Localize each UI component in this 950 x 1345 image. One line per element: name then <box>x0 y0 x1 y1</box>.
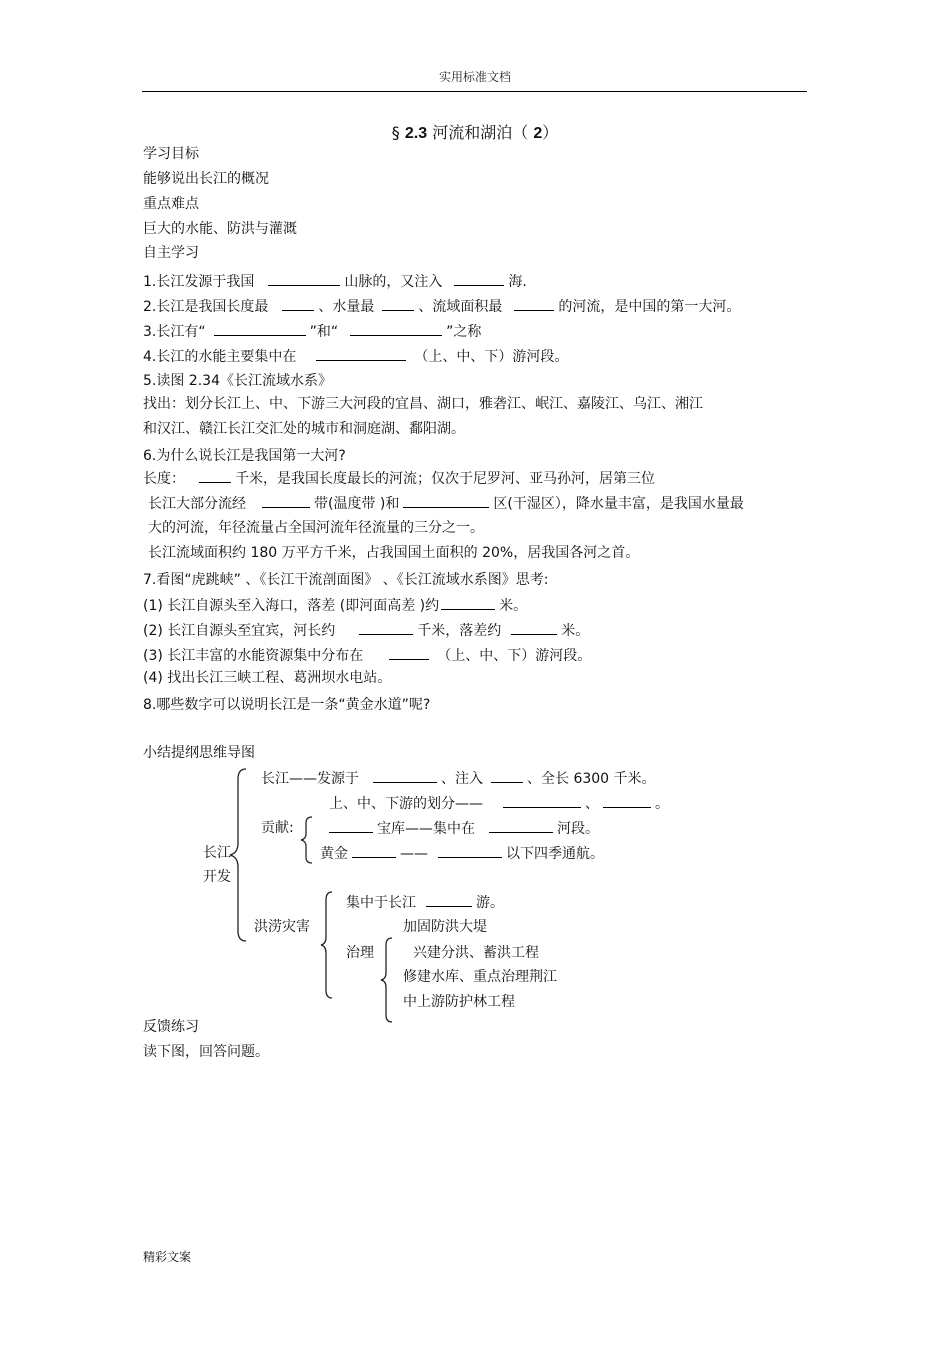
mindmap-control-2: 兴建分洪、蓄洪工程 <box>413 945 539 961</box>
mindmap-flood-label: 洪涝灾害 <box>254 919 310 935</box>
mindmap-treasury: 宝库——集中在 河段。 <box>325 818 599 839</box>
question-7-2: (2) 长江自源头至宜宾，河长约 千米，落差约 米。 <box>143 620 589 641</box>
title-number: 2.3 <box>404 125 428 142</box>
page-header: 实用标准文档 <box>438 70 511 84</box>
blank-mm-source[interactable] <box>373 768 437 783</box>
question-1: 1.长江发源于我国 山脉的，又注入 海. <box>143 271 527 292</box>
blank-mm-outlet[interactable] <box>491 768 523 783</box>
mindmap-control-label: 治理 <box>346 945 374 961</box>
blank-drop-yibin[interactable] <box>511 620 557 635</box>
header-rule <box>142 91 807 92</box>
question-6-area: 长江流域面积约 180 万平方千米，占我国国土面积的 20%，居我国各河之首。 <box>148 545 640 561</box>
heading-self-study: 自主学习 <box>143 245 199 261</box>
question-2: 2.长江是我国长度最 、水量最 、流域面积最 的河流，是中国的第一大河。 <box>143 296 740 317</box>
blank-sea[interactable] <box>454 271 504 286</box>
blank-hydropower-section[interactable] <box>316 346 406 361</box>
mindmap-control-4: 中上游防护林工程 <box>403 994 515 1010</box>
blank-mm-golden[interactable] <box>352 843 396 858</box>
blank-water-resources[interactable] <box>389 645 429 660</box>
mindmap-golden: 黄金 —— 以下四季通航。 <box>320 843 604 864</box>
question-5-task: 找出：划分长江上、中、下游三大河段的宜昌、湖口，雅砻江、岷江、嘉陵江、乌江、湘江 <box>143 396 703 412</box>
mindmap-source: 长江——发源于 、注入 、全长 6300 千米。 <box>261 768 656 789</box>
question-8: 8.哪些数字可以说明长江是一条“黄金水道”呢? <box>143 697 431 713</box>
question-6: 6.为什么说长江是我国第一大河? <box>143 448 346 464</box>
blank-mm-navigation[interactable] <box>438 843 502 858</box>
blank-area[interactable] <box>514 296 554 311</box>
summary-title: 小结提纲思维导图 <box>143 745 255 761</box>
page-footer: 精彩文案 <box>143 1250 192 1264</box>
brace-flood <box>318 890 336 1000</box>
title-text: 河流和湖泊（ <box>432 123 529 142</box>
blank-km[interactable] <box>199 468 231 483</box>
lesson-title <box>0 120 950 143</box>
question-7-3: (3) 长江丰富的水能资源集中分布在 （上、中、下）游河段。 <box>143 645 591 666</box>
blank-length[interactable] <box>282 296 314 311</box>
blank-volume[interactable] <box>382 296 414 311</box>
brace-contribution <box>298 815 316 865</box>
blank-mm-section[interactable] <box>489 818 553 833</box>
question-5: 5.读图 2.34《长江流域水系》 <box>143 373 332 389</box>
blank-nickname-2[interactable] <box>350 321 442 336</box>
title-close: ） <box>542 123 559 142</box>
mindmap-control-3: 修建水库、重点治理荆江 <box>403 969 557 985</box>
mindmap-contribution-label: 贡献: <box>261 820 294 836</box>
question-7-1: (1) 长江自源头至入海口，落差 (即河面高差 )约 米。 <box>143 595 527 616</box>
title-symbol: § <box>391 123 400 142</box>
question-4: 4.长江的水能主要集中在 （上、中、下）游河段。 <box>143 346 568 367</box>
question-6-climate: 长江大部分流经 带(温度带 )和 区(干湿区），降水量丰富，是我国水量最 <box>148 493 744 514</box>
mindmap-control-1: 加固防洪大堤 <box>403 919 487 935</box>
blank-mm-flood-section[interactable] <box>426 892 472 907</box>
heading-goals: 学习目标 <box>143 146 199 162</box>
question-6-length: 长度： 千米，是我国长度最长的河流；仅次于尼罗河、亚马孙河，居第三位 <box>143 468 655 489</box>
question-7-4: (4) 找出长江三峡工程、葛洲坝水电站。 <box>143 670 392 686</box>
blank-river-length[interactable] <box>359 620 413 635</box>
mindmap-flood-concentration: 集中于长江 游。 <box>346 892 504 913</box>
mindmap-root-1: 长江 <box>203 845 231 861</box>
feedback-text: 读下图，回答问题。 <box>143 1044 269 1060</box>
feedback-title: 反馈练习 <box>143 1019 199 1035</box>
mindmap-root-2: 开发 <box>203 869 231 885</box>
mindmap-division: 上、中、下游的划分—— 、 。 <box>329 793 669 814</box>
blank-drop-total[interactable] <box>441 595 495 610</box>
brace-control <box>378 936 396 1024</box>
blank-mountain[interactable] <box>268 271 340 286</box>
blank-mm-division-2[interactable] <box>603 793 651 808</box>
goal-text: 能够说出长江的概况 <box>143 171 269 187</box>
blank-temperature-zone[interactable] <box>262 493 310 508</box>
question-5-task-cont: 和汉江、赣江长江交汇处的城市和洞庭湖、鄱阳湖。 <box>143 421 465 437</box>
question-3: 3.长江有“ ”和“ ”之称 <box>143 321 481 342</box>
key-points-text: 巨大的水能、防洪与灌溉 <box>143 221 297 237</box>
title-part: 2 <box>533 125 543 142</box>
question-6-flow: 大的河流，年径流量占全国河流年径流量的三分之一。 <box>148 520 484 536</box>
blank-mm-treasury[interactable] <box>329 818 373 833</box>
blank-moisture-zone[interactable] <box>403 493 489 508</box>
question-7: 7.看图“虎跳峡” 、《长江干流剖面图》 、《长江流域水系图》思考: <box>143 572 549 588</box>
blank-nickname-1[interactable] <box>214 321 306 336</box>
blank-mm-division-1[interactable] <box>503 793 581 808</box>
heading-key-points: 重点难点 <box>143 196 199 212</box>
